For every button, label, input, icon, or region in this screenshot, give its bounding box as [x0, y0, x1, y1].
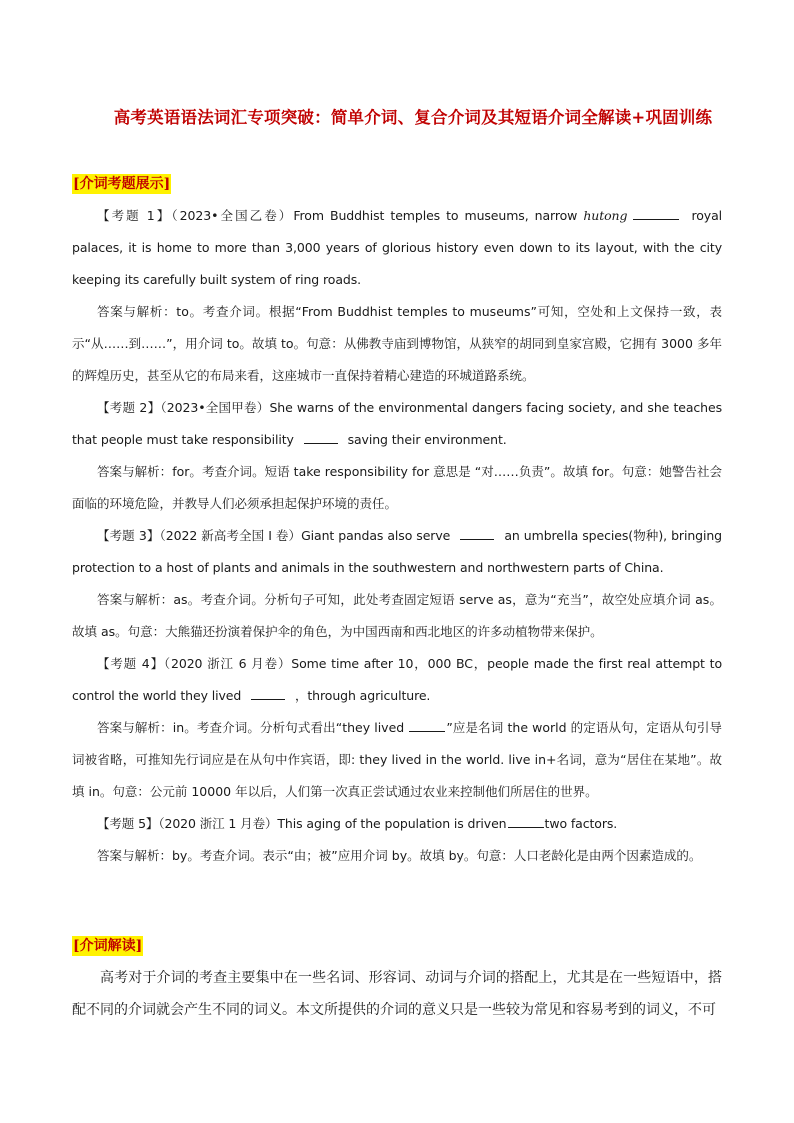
question-label: 【考题 3】	[97, 528, 160, 543]
question-label: 【考题 2】	[97, 400, 161, 415]
question-text: This aging of the population is driven	[277, 816, 507, 831]
question-source: （2023•全国乙卷）	[171, 208, 294, 223]
question-label: 【考题 5】	[97, 816, 159, 831]
section-heading-exam: [介词考题展示]	[73, 176, 171, 192]
question-text: Some time after 10，000 BC，people made the first real attempt to control the world they lived	[72, 656, 723, 703]
question-text: From Buddhist temples to museums, narrow	[293, 208, 584, 223]
answer-4	[72, 712, 722, 808]
answer-1: 答案与解析：to。考查介词。根据“From Buddhist temples to museums”可知，空处和上文保持一致，表示“从……到……”，用介词 to。故填 to。句意：从佛教寺庙到博物馆，从狭窄的胡同到皇家宫殿，它拥有 3000 多年的辉煌历史，甚至从它的布局来看，这座城市一直保持着精心建造的环城道路系统。	[72, 304, 722, 383]
section-heading-interpret: [介词解读]	[73, 938, 143, 954]
answer-3: 答案与解析：as。考查介词。分析句子可知，此处考查固定短语 serve as，意为“充当”，故空处应填介词 as。故填 as。句意：大熊猫还扮演着保护伞的角色，为中国西南和西北地区的许多动植物带来保护。	[72, 592, 722, 639]
question-text: She warns of the environmental dangers facing society, and she teaches that people must take responsibility	[72, 400, 723, 447]
interpret-text	[72, 962, 722, 1026]
question-text: saving their environment.	[343, 432, 507, 447]
answer-blank	[633, 205, 679, 220]
answer-blank	[460, 525, 494, 540]
answer-text: 答案与解析：in。考查介词。分析句式看出“they lived	[97, 720, 409, 735]
answer-text: ”应是名词 the world 的定语从句，定语从句引导词被省略，可推知先行词应是在从句中作宾语，即: they lived in the world. live in+名词，意为“居住在某地”。故填 in。句意：公元前 10000 年以后，人们第一次真正尝试通过农业来控制他们所居住的世界。	[72, 720, 722, 799]
question-text: Giant pandas also serve	[301, 528, 455, 543]
question-text: ，through agriculture.	[291, 688, 431, 703]
question-4	[72, 648, 722, 712]
question-5	[72, 808, 722, 840]
question-source: （2022 新高考全国 I 卷）	[159, 528, 302, 543]
answer-blank	[409, 717, 445, 732]
page-title: 高考英语语法词汇专项突破：简单介词、复合介词及其短语介词全解读+巩固训练	[113, 108, 713, 127]
answer-blank	[251, 685, 285, 700]
question-text: two factors.	[544, 816, 618, 831]
question-source: （2020 浙江 6 月卷）	[163, 656, 292, 671]
question-text: an umbrella species(物种), bringing protection to a host of plants and animals in the southwestern and northwestern parts of China.	[72, 528, 723, 575]
answer-2: 答案与解析：for。考查介词。短语 take responsibility for 意思是 “对……负责”。故填 for。句意：她警告社会面临的环境危险，并教导人们必须承担起保护环境的责任。	[72, 464, 722, 511]
question-2	[72, 392, 722, 456]
question-label: 【考题 4】	[97, 656, 164, 671]
question-source: （2023•全国甲卷）	[160, 400, 270, 415]
question-label: 【考题 1】	[97, 208, 172, 223]
question-3	[72, 520, 722, 584]
interpret-paragraph: 高考对于介词的考查主要集中在一些名词、形容词、动词与介词的搭配上，尤其是在一些短语中，搭配不同的介词就会产生不同的词义。本文所提供的介词的意义只是一些较为常见和容易考到的词义，不可	[72, 970, 722, 1018]
answer-5: 答案与解析：by。考查介词。表示“由；被”应用介词 by。故填 by。句意：人口老龄化是由两个因素造成的。	[97, 848, 702, 863]
exam-questions	[72, 200, 722, 872]
question-1	[72, 200, 722, 296]
question-source: （2020 浙江 1 月卷）	[158, 816, 278, 831]
answer-blank	[508, 813, 544, 828]
question-italic-word: hutong	[583, 208, 628, 223]
answer-blank	[304, 429, 338, 444]
question-text: royal palaces, it is home to more than 3,000 years of glorious history even down to its layout, with the city keeping its carefully built system of ring roads.	[72, 208, 723, 287]
